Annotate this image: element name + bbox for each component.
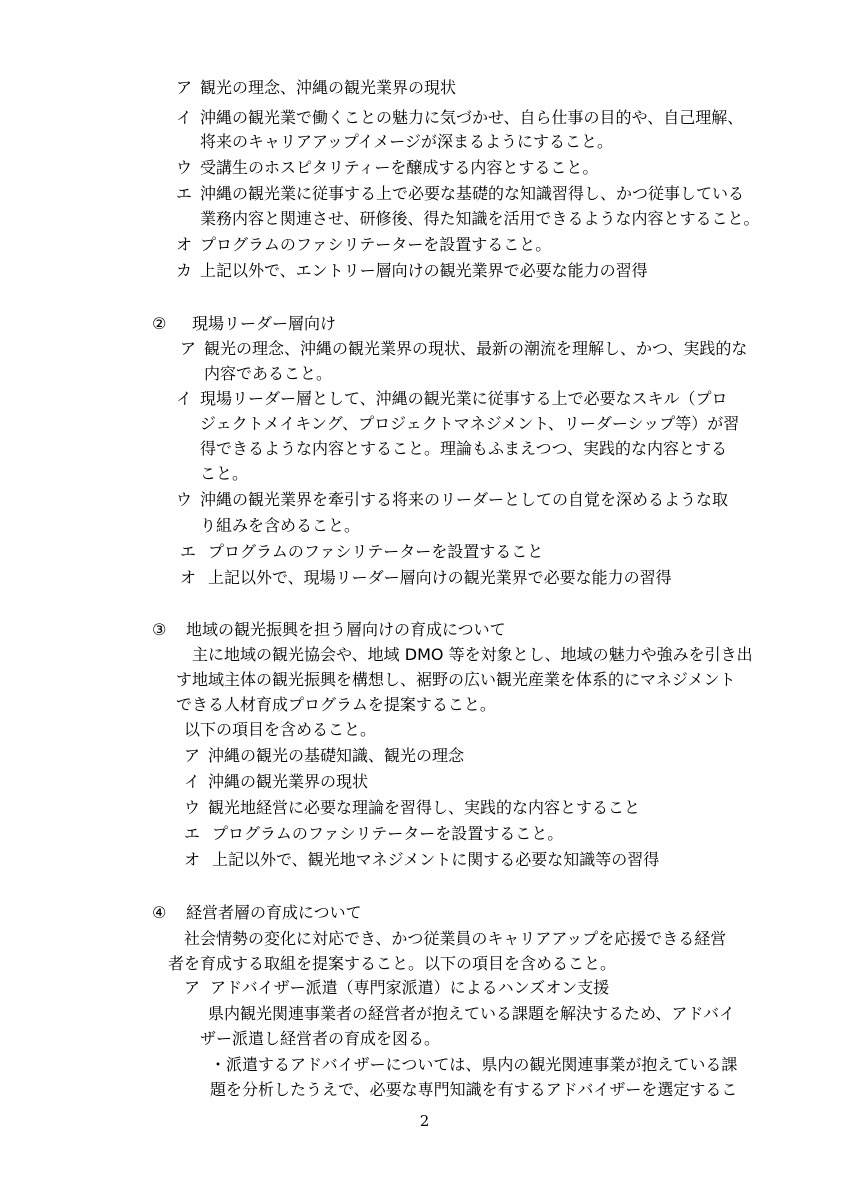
item-text: プログラムのファシリテーターを設置すること — [208, 542, 544, 561]
item-marker: ア — [184, 978, 201, 997]
item-text: 沖縄の観光業に従事する上で必要な基礎的な知識習得し、かつ従事している — [200, 184, 745, 203]
item-marker: エ — [184, 824, 201, 843]
paragraph-line: できる人材育成プログラムを提案すること。 — [176, 695, 496, 714]
section-heading — [152, 903, 362, 923]
item-marker: ア — [176, 78, 193, 97]
item-continuation: 内容であること。 — [204, 364, 333, 383]
item-marker: ア — [180, 339, 197, 358]
item-marker: ウ — [176, 490, 193, 509]
item-marker: イ — [176, 389, 193, 408]
item-continuation: こと。 — [200, 464, 249, 483]
item-text: 観光地経営に必要な理論を習得し、実践的な内容とすること — [208, 798, 641, 817]
item-text: 沖縄の観光業界の現状 — [208, 772, 369, 791]
list-item — [176, 158, 598, 178]
list-item — [176, 389, 728, 409]
list-item — [180, 339, 747, 359]
item-marker: オ — [176, 235, 193, 254]
list-item — [176, 261, 648, 281]
item-text: 上記以外で、現場リーダー層向けの観光業界で必要な能力の習得 — [208, 568, 672, 587]
paragraph-line: ザー派遣し経営者の育成を図る。 — [200, 1029, 441, 1048]
paragraph-intro: 以下の項目を含めること。 — [184, 720, 377, 739]
list-item — [184, 798, 640, 818]
item-text: 受講生のホスピタリティーを醸成する内容とすること。 — [200, 158, 599, 177]
item-continuation: ジェクトメイキング、プロジェクトマネジメント、リーダーシップ等）が習 — [200, 414, 740, 433]
item-text: アドバイザー派遣（専門家派遣）によるハンズオン支援 — [210, 978, 610, 997]
list-item — [176, 235, 551, 255]
list-item — [180, 568, 672, 588]
section-title: 現場リーダー層向け — [192, 314, 337, 333]
list-item — [176, 184, 744, 204]
list-item — [184, 772, 368, 792]
section-number: ③ — [152, 620, 167, 639]
list-item — [180, 542, 543, 562]
bullet-item: ・派遣するアドバイザーについては、県内の観光関連事業が抱えている課 — [210, 1055, 738, 1074]
section-number: ② — [152, 314, 167, 333]
list-item — [184, 824, 563, 844]
item-text: 上記以外で、エントリー層向けの観光業界で必要な能力の習得 — [200, 261, 648, 280]
section-title: 経営者層の育成について — [186, 903, 362, 922]
list-item — [176, 490, 728, 510]
item-text: プログラムのファシリテーターを設置すること。 — [200, 235, 552, 254]
item-text: 沖縄の観光業で働くことの魅力に気づかせ、自ら仕事の目的や、自己理解、 — [200, 108, 744, 127]
item-marker: イ — [184, 772, 201, 791]
item-text: 観光の理念、沖縄の観光業界の現状、最新の潮流を理解し、かつ、実践的な — [204, 339, 748, 358]
paragraph-line: 主に地域の観光協会や、地域 DMO 等を対象とし、地域の魅力や強みを引き出 — [192, 645, 753, 664]
section-heading — [152, 620, 506, 640]
paragraph-line: す地域主体の観光振興を構想し、裾野の広い観光産業を体系的にマネジメント — [176, 670, 736, 689]
item-marker: エ — [180, 542, 197, 561]
section-title: 地域の観光振興を担う層向けの育成について — [186, 620, 506, 639]
item-marker: ア — [184, 746, 201, 765]
item-continuation: 将来のキャリアアップイメージが深まるようにすること。 — [200, 132, 613, 151]
item-text: 上記以外で、観光地マネジメントに関する必要な知識等の習得 — [212, 850, 660, 869]
item-continuation: 得できるような内容とすること。理論もふまえつつ、実践的な内容とする — [200, 439, 728, 458]
page-number: 2 — [419, 1112, 430, 1130]
list-item — [184, 978, 609, 998]
bullet-continuation: 題を分析したうえで、必要な専門知識を有するアドバイザーを選定するこ — [210, 1080, 738, 1099]
item-text: プログラムのファシリテーターを設置すること。 — [212, 824, 564, 843]
item-text: 沖縄の観光の基礎知識、観光の理念 — [208, 746, 465, 765]
paragraph-line: 社会情勢の変化に対応でき、かつ従業員のキャリアアップを応援できる経営 — [184, 929, 727, 948]
list-item — [184, 850, 659, 870]
list-item — [184, 746, 464, 766]
section-heading — [152, 314, 336, 334]
item-marker: カ — [176, 261, 193, 280]
item-marker: イ — [176, 108, 193, 127]
section-number: ④ — [152, 903, 167, 922]
item-text: 現場リーダー層として、沖縄の観光業に従事する上で必要なスキル（プロ — [200, 389, 728, 408]
item-continuation: 業務内容と関連させ、研修後、得た知識を活用できるような内容とすること。 — [200, 209, 760, 228]
item-marker: エ — [176, 184, 193, 203]
item-text: 沖縄の観光業界を牽引する将来のリーダーとしての自覚を深めるような取 — [200, 490, 729, 509]
list-item — [176, 108, 743, 128]
item-marker: オ — [180, 568, 197, 587]
item-text: 観光の理念、沖縄の観光業界の現状 — [200, 78, 457, 97]
item-marker: ウ — [184, 798, 201, 817]
paragraph-line: 者を育成する取組を提案すること。以下の項目を含めること。 — [168, 954, 617, 973]
list-item — [176, 78, 456, 98]
paragraph-line: 県内観光関連事業者の経営者が抱えている課題を解決するため、アドバイ — [208, 1004, 736, 1023]
item-marker: オ — [184, 850, 201, 869]
item-continuation: り組みを含めること。 — [200, 516, 361, 535]
item-marker: ウ — [176, 158, 193, 177]
